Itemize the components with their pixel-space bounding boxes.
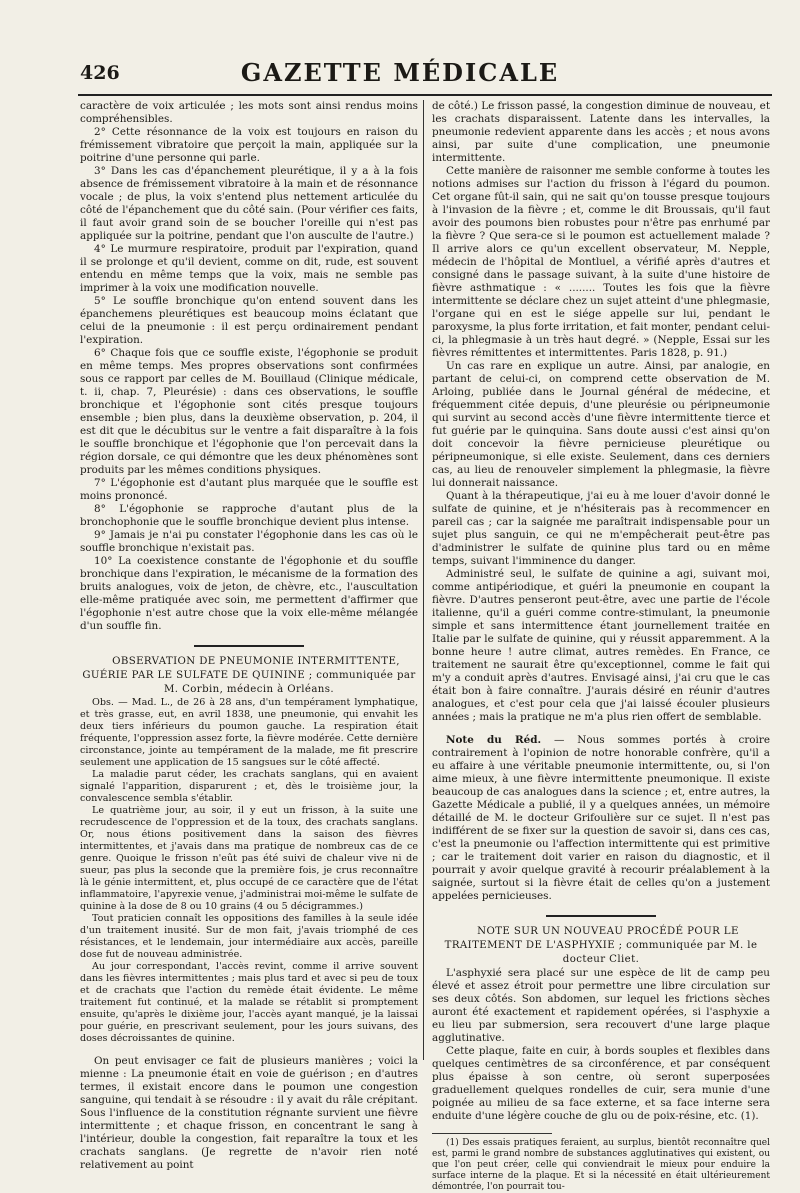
paragraph: Administré seul, le sulfate de quinine a agi, suivant moi, comme antipériodique, et guéri la pneumonie en coupant la fièvre. D'autres penseront peut-être, avec une partie de l'école italienne, qu'il a guéri comme contre-stimulant, la pneumonie simple et sans intermittence étant journellement traitée en Italie par le sulfate de quinine, qui y réussit apparemment. A la bonne heure ! autre climat, autres remèdes. En France, ce traitement ne saurait être qu'exceptionnel, comme le fait qui m'y a conduit après d'autres. Envisagé ainsi, j'ai cru que le cas était bon à faire connaître. J'aurais désiré en réunir d'autres analogues, et c'est pour cela que j'ai laissé écouler plusieurs années ; mais la pratique ne m'a plus rien offert de semblable. (432, 568, 770, 723)
paragraph: On peut envisager ce fait de plusieurs manières ; voici la mienne : La pneumonie était en voie de guérison ; en d'autres termes, il existait encore dans le poumon une congestion sanguine, qui tendait à se résoudre : il y avait du râle crépitant. Sous l'influence de la constitution régnante survient une fièvre intermittente ; et chaque frisson, en concentrant le sang à l'intérieur, double la congestion, fait reparaître la toux et les crachats sanglans. (Je regrette de n'avoir rien noté relativement au point (80, 1055, 418, 1171)
paragraph: Un cas rare en explique un autre. Ainsi, par analogie, en partant de celui-ci, on comprend cette observation de M. Arloing, publiée dans le Journal général de médecine, et fréquemment citée depuis, d'une pleurésie ou péripneumonie qui survint au second accès d'une fièvre intermittente tierce et fut guérie par le quinquina. Sans doute aussi c'est ainsi qu'on doit concevoir la fièvre pernicieuse pleurétique ou péripneumonique, si elle existe. Seulement, dans ces derniers cas, au lieu de renouveler simplement la phlegmasie, la fièvre lui donnerait naissance. (432, 360, 770, 489)
paragraph: Cette manière de raisonner me semble conforme à toutes les notions admises sur l'action du frisson à l'égard du poumon. Cet organe fût-il sain, qui ne sait qu'on tousse presque toujours à l'invasion de la fièvre ; et, comme le dit Broussais, qu'il faut avoir des poumons bien robustes pour n'être pas enrhumé par la fièvre ? Que sera-ce si le poumon est actuellement malade ? Il arrive alors ce qu'un excellent observateur, M. Nepple, médecin de l'hôpital de Montluel, a vérifié après d'autres et consigné dans le passage suivant, à la suite d'une histoire de fièvre asthmatique : « ........ Toutes les fois que la fièvre intermittente se déclare chez un sujet atteint d'une phlegmasie, l'organe qui en est le siége appelle sur lui, pendant le paroxysme, la plus forte irritation, et fait monter, pendant celui-ci, la phlegmasie à un très haut degré. » (Nepple, Essai sur les fièvres rémittentes et intermittentes. Paris 1828, p. 91.) (432, 165, 770, 359)
paragraph: de côté.) Le frisson passé, la congestion diminue de nouveau, et les crachats disparaissent. Latente dans les intervalles, la pneumonie redevient apparente dans les accès ; et nous avons ainsi, par suite d'une complication, une pneumonie intermittente. (432, 100, 770, 164)
header-rule (78, 94, 772, 96)
page-number: 426 (80, 62, 120, 84)
paragraph: 8° L'égophonie se rapproche d'autant plus de la bronchophonie que le souffle bronchique devient plus intense. (80, 503, 418, 528)
section-separator (194, 645, 304, 647)
paragraph: 3° Dans les cas d'épanchement pleurétique, il y a à la fois absence de frémissement vibratoire à la main et de résonnance vocale ; de plus, la voix s'entend plus nettement articulée du côté de l'épanchement que du côté sain. (Pour vérifier ces faits, il faut avoir grand soin de se boucher l'oreille qui n'est pas appliquée sur la poitrine, pendant que l'on ausculte de l'autre.) (80, 165, 418, 242)
article-title (80, 655, 418, 697)
paragraph: Cette plaque, faite en cuir, à bords souples et flexibles dans quelques centimètres de sa circonférence, et par conséquent plus épaisse à son centre, où seront superposées graduellement quelques rondelles de cuir, sera munie d'une poignée au milieu de sa face externe, et sa face interne sera enduite d'une légère couche de glu ou de poix-résine, etc. (1). (432, 1045, 770, 1122)
right-column (432, 100, 770, 1192)
paragraph: 5° Le souffle bronchique qu'on entend souvent dans les épanchemens pleurétiques est beaucoup moins éclatant que celui de la pneumonie : il est perçu ordinairement pendant l'expiration. (80, 295, 418, 346)
paragraph: 4° Le murmure respiratoire, produit par l'expiration, quand il se prolonge et qu'il devient, comme on dit, rude, est souvent entendu en même temps que la voix, mais ne semble pas imprimer à la voix une modification nouvelle. (80, 243, 418, 294)
paragraph: caractère de voix articulée ; les mots sont ainsi rendus moins compréhensibles. (80, 100, 418, 125)
editor-note (432, 734, 770, 903)
paragraph: 10° La coexistence constante de l'égophonie et du souffle bronchique dans l'expiration, le mécanisme de la formation des bruits analogues, voix de jeton, de chèvre, etc., l'auscultation elle-même pratiquée avec soin, me permettent d'affirmer que l'égophonie n'est autre chose que la voix elle-même mélangée d'un souffle fin. (80, 555, 418, 632)
article-title-byline: communiquée par M. Corbin, médecin à Orléans. (163, 670, 416, 695)
masthead-title: GAZETTE MÉDICALE (240, 58, 560, 87)
observation-text (80, 697, 418, 1045)
paragraph: Tout praticien connaît les oppositions des familles à la seule idée d'un traitement inusité. Sur de mon fait, j'avais triomphé de ces résistances, et le lendemain, jour intermédiaire aux accès, pareille dose fut de nouveau administrée. (80, 913, 418, 960)
paragraph: 6° Chaque fois que ce souffle existe, l'égophonie se produit en même temps. Mes propres observations sont confirmées sous ce rapport par celles de M. Bouillaud (Clinique médicale, t. ii, chap. 7, Pleurésie) : dans ces observations, le souffle bronchique et l'égophonie sont cités presque toujours ensemble ; bien plus, dans la deuxième observation, p. 204, il est dit que le décubitus sur le ventre a fait disparaître à la fois le souffle bronchique et l'égophonie que l'on percevait dans la région dorsale, ce qui démontre que les deux phénomènes sont produits par les mêmes conditions physiques. (80, 347, 418, 476)
paragraph: L'asphyxié sera placé sur une espèce de lit de camp peu élevé et assez étroit pour permettre une libre circulation sur ses deux côtés. Son abdomen, sur lequel les frictions sèches auront été exactement et rapidement opérées, si l'asphyxie a eu lieu par submersion, sera recouvert d'une large plaque agglutinative. (432, 967, 770, 1044)
footnote-rule (432, 1133, 552, 1134)
column-divider (423, 100, 424, 1060)
section-separator (546, 915, 656, 917)
paragraph: Au jour correspondant, l'accès revint, comme il arrive souvent dans les fièvres intermittentes ; mais plus tard et avec si peu de toux et de crachats que l'action du remède était évidente. Le même traitement fut continué, et la malade se rétablit si promptement ensuite, qu'après le dixième jour, l'accès ayant manqué, je la laissai pour guérie, en prescrivant seulement, pour les jours suivans, des doses décroissantes de quinine. (80, 961, 418, 1044)
article-title (432, 925, 770, 967)
paragraph: Quant à la thérapeutique, j'ai eu à me louer d'avoir donné le sulfate de quinine, et je n'hésiterais pas à recommencer en pareil cas ; car la saignée me paraîtrait indispensable pour un sujet plus sanguin, ce qui ne m'empêcherait peut-être pas d'administrer le sulfate de quinine plus tard ou en même temps, suivant l'imminence du danger. (432, 490, 770, 567)
paragraph: La maladie parut céder, les crachats sanglans, qui en avaient signalé l'apparition, disparurent ; et, dès le troisième jour, la convalescence sembla s'établir. (80, 769, 418, 804)
paragraph: 9° Jamais je n'ai pu constater l'égophonie dans les cas où le souffle bronchique n'existait pas. (80, 529, 418, 554)
paragraph: 7° L'égophonie est d'autant plus marquée que le souffle est moins prononcé. (80, 477, 418, 502)
paragraph: Obs. — Mad. L., de 26 à 28 ans, d'un tempérament lymphatique, et très grasse, eut, en avril 1838, une pneumonie, qui envahit les deux tiers inférieurs du poumon gauche. La respiration était fréquente, l'oppression assez forte, la fièvre modérée. Cette dernière circonstance, jointe au tempérament de la malade, me fit prescrire seulement une application de 15 sangsues sur le côté affecté. (80, 697, 418, 768)
article-title-byline: communiquée par M. le docteur Cliet. (562, 940, 758, 965)
paragraph: 2° Cette résonnance de la voix est toujours en raison du frémissement vibratoire que perçoit la main, appliquée sur la poitrine d'une personne qui parle. (80, 126, 418, 164)
editor-note-text: — Nous sommes portés à croire contrairement à l'opinion de notre honorable confrère, qu'il a eu affaire à une véritable pneumonie intermittente, ou, si l'on aime mieux, à une fièvre intermittente pneumonique. Il existe beaucoup de cas analogues dans la science ; et, entre autres, la Gazette Médicale a publié, il y a quelques années, un mémoire détaillé de M. le docteur Grifoulière sur ce sujet. Il n'est pas indifférent de se fixer sur la question de savoir si, dans ces cas, c'est la pneumonie ou l'affection intermittente qui est primitive ; car le traitement doit varier en raison du diagnostic, et il pourrait y avoir quelque gravité à recourir préalablement à la saignée, surtout si la fièvre était de celles qu'on a justement appelées pernicieuses. (432, 734, 770, 902)
editor-note-label: Note du Réd. (446, 734, 542, 746)
footnote: (1) Des essais pratiques feraient, au surplus, bientôt reconnaître quel est, parmi le grand nombre de substances agglutinatives qui existent, ou que l'on peut créer, celle qui conviendrait le mieux pour enduire la surface interne de la plaque. Et si la nécessité en était ultérieurement démontrée, l'on pourrait tou- (432, 1138, 770, 1192)
paragraph: Le quatrième jour, au soir, il y eut un frisson, à la suite une recrudescence de l'oppression et de la toux, des crachats sanglans. Or, nous étions positivement dans la saison des fièvres intermittentes, et j'avais dans ma pratique de nombreux cas de ce genre. Quoique le frisson n'eût pas été suivi de chaleur vive ni de sueur, pas plus la seconde que la première fois, je crus reconnaître là le génie intermittent, et, plus occupé de ce caractère que de l'état inflammatoire, l'apyrexie venue, j'administrai moi-même le sulfate de quinine à la dose de 8 ou 10 grains (4 ou 5 décigrammes.) (80, 805, 418, 912)
left-column (80, 100, 418, 1171)
article-title-caps: NOTE SUR UN NOUVEAU PROCÉDÉ POUR LE TRAITEMENT DE L'ASPHYXIE ; (444, 926, 739, 951)
article-title-caps: OBSERVATION DE PNEUMONIE INTERMITTENTE, GUÉRIE PAR LE SULFATE DE QUININE ; (82, 656, 400, 681)
